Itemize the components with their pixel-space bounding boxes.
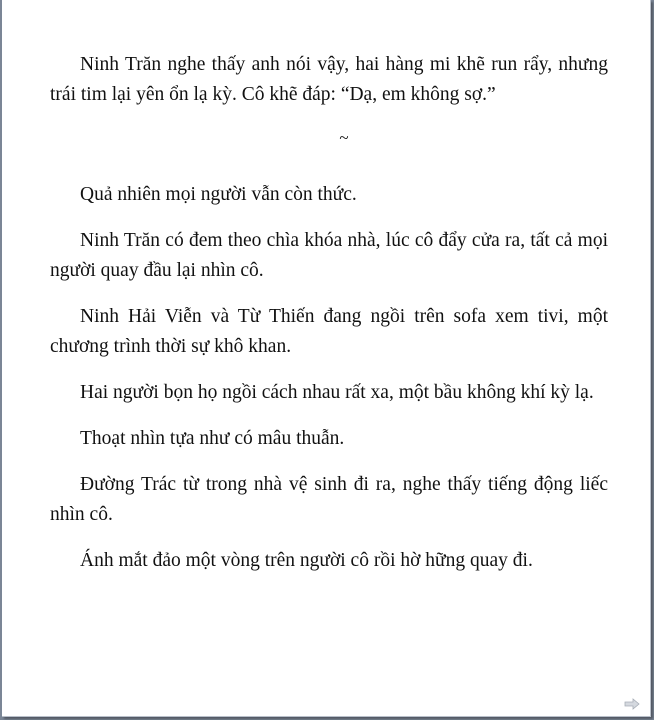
document-page — [2, 0, 651, 717]
paragraph: Đường Trác từ trong nhà vệ sinh đi ra, nghe thấy tiếng động liếc nhìn cô. — [50, 474, 608, 525]
document-body — [50, 50, 608, 592]
paragraph: Ninh Hải Viễn và Từ Thiến đang ngồi trên sofa xem tivi, một chương trình thời sự khô khan. — [50, 306, 608, 357]
paragraph: Hai người bọn họ ngồi cách nhau rất xa, một bầu không khí kỳ lạ. — [80, 382, 594, 403]
paragraph: Ninh Trăn có đem theo chìa khóa nhà, lúc cô đẩy cửa ra, tất cả mọi người quay đầu lại nhìn cô. — [50, 230, 608, 281]
paragraph: Ánh mắt đảo một vòng trên người cô rồi hờ hững quay đi. — [80, 550, 533, 571]
paragraph: Ninh Trăn nghe thấy anh nói vậy, hai hàng mi khẽ run rẩy, nhưng trái tim lại yên ổn lạ kỳ. Cô khẽ đáp: “Dạ, em không sợ.” — [50, 54, 608, 105]
scene-separator: ~ — [339, 128, 349, 147]
paragraph: Quả nhiên mọi người vẫn còn thức. — [80, 184, 357, 205]
arrow-right-icon[interactable] — [624, 698, 640, 710]
paragraph: Thoạt nhìn tựa như có mâu thuẫn. — [80, 428, 345, 449]
